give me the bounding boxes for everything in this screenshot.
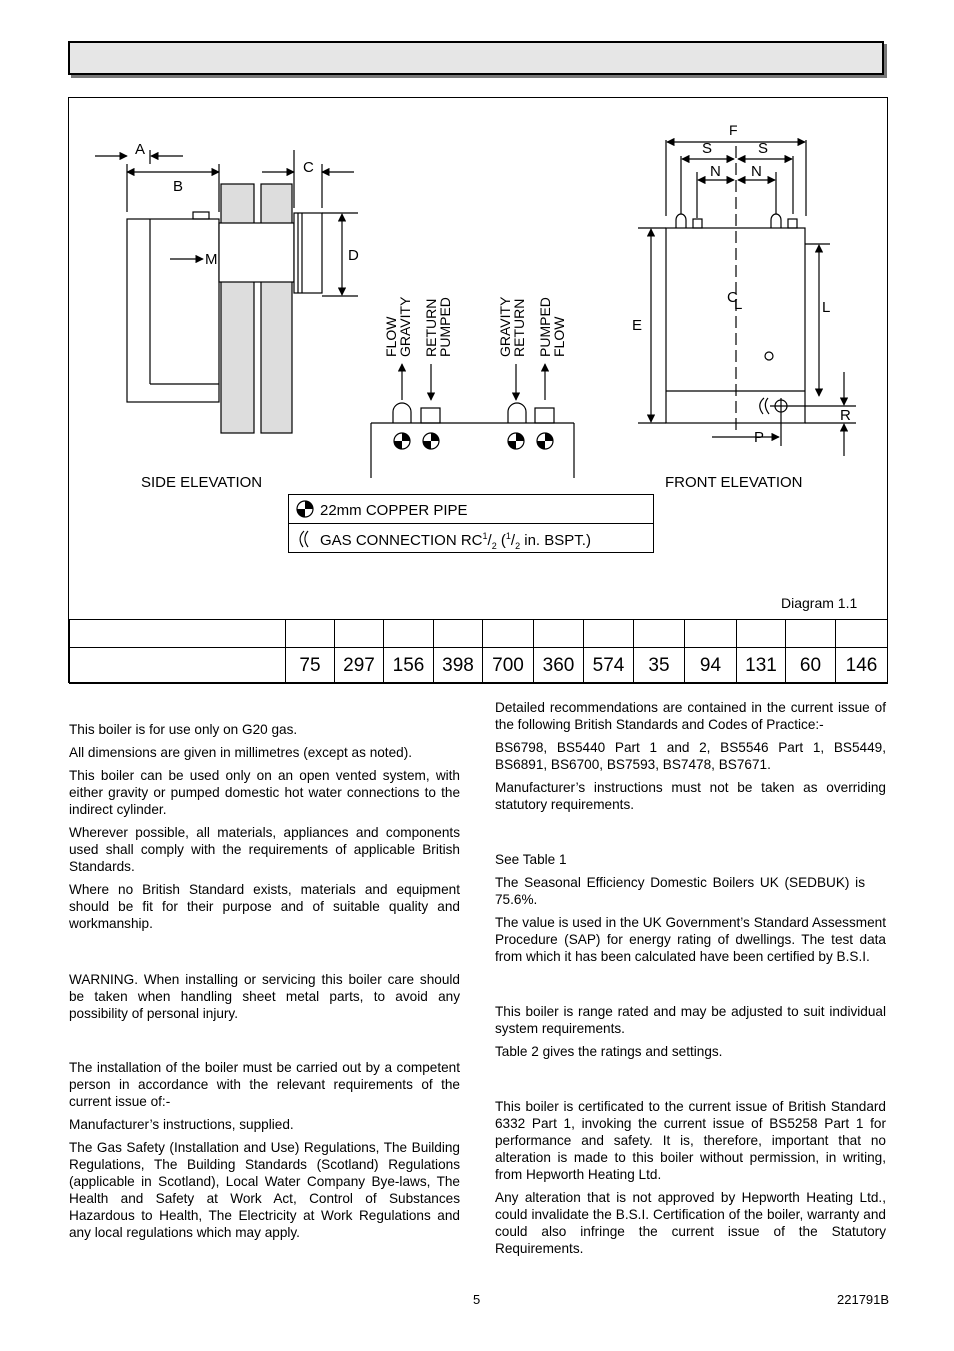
page-number: 5 <box>473 1292 481 1307</box>
header-cell <box>634 620 685 648</box>
efficiency-text <box>495 851 886 971</box>
paragraph: Detailed recommendations are contained in the current issue of the following British Standards and Codes of Practice:- <box>495 700 886 732</box>
right-text-column <box>495 699 886 819</box>
centreline-label-sub: L <box>734 296 743 313</box>
header-cell <box>534 620 584 648</box>
dim-label-b: B <box>173 178 184 195</box>
header-cell <box>286 620 335 648</box>
paragraph: See Table 1 <box>495 852 567 867</box>
value-cell: 360 <box>534 648 584 684</box>
paragraph: Manufacturer’s instructions, supplied. <box>69 1117 294 1132</box>
paragraph: This boiler is for use only on G20 gas. <box>69 722 298 737</box>
value-cell: 35 <box>634 648 685 684</box>
pipe-label-gravity-return: GRAVITY RETURN <box>497 296 527 357</box>
value-cell: 75 <box>286 648 335 684</box>
installation-text <box>69 1059 460 1247</box>
paragraph: This boiler is range rated and may be adjusted to suit individual system requirements. <box>495 1004 886 1036</box>
dim-label-c: C <box>303 159 314 176</box>
header-cell <box>434 620 483 648</box>
legend-row-copper <box>289 495 653 524</box>
dim-label-p: P <box>754 429 765 446</box>
value-cell: 700 <box>483 648 534 684</box>
dim-label-n-left: N <box>710 163 721 180</box>
header-cell <box>685 620 737 648</box>
dim-label-l: L <box>822 299 831 316</box>
centreline-label: C <box>727 289 738 306</box>
value-cell: 297 <box>335 648 384 684</box>
paragraph: This boiler can be used only on an open vented system, with either gravity or pumped domestic hot water connections to the indirect cylinder. <box>69 768 460 817</box>
dim-label-r: R <box>840 407 851 424</box>
pipe-label-flow-gravity: FLOW GRAVITY <box>383 296 413 357</box>
paragraph: BS6798, BS5440 Part 1 and 2, BS5546 Part 1, BS5449, BS6891, BS6700, BS7593, BS7478, BS7671. <box>495 740 886 772</box>
value-cell: 156 <box>384 648 434 684</box>
header-cell <box>70 620 286 648</box>
header-cell <box>483 620 534 648</box>
warning-text <box>69 971 460 1028</box>
value-cell: 94 <box>685 648 737 684</box>
legend <box>288 494 654 553</box>
paragraph: WARNING. When installing or servicing this boiler care should be taken when handling sheet metal parts, to avoid any possibility of personal injury. <box>69 972 460 1021</box>
header-cell <box>335 620 384 648</box>
header-cell <box>584 620 634 648</box>
pipe-label-pumped-flow: PUMPED FLOW <box>537 297 567 357</box>
dim-label-s-right: S <box>758 140 769 157</box>
dim-label-d: D <box>348 247 359 264</box>
value-cell: 574 <box>584 648 634 684</box>
paragraph: Manufacturer’s instructions must not be taken as overriding statutory requirements. <box>495 780 886 812</box>
paragraph: All dimensions are given in millimetres (except as noted). <box>69 745 413 760</box>
dim-label-f: F <box>729 122 738 138</box>
document-code: 221791B <box>837 1292 890 1307</box>
paragraph: The value is used in the UK Government’s Standard Assessment Procedure (SAP) for energy rating of dwellings. The test data from which it has been calculated have been certified by B.S.I. <box>495 915 886 964</box>
legend-row-gas <box>289 524 653 553</box>
table-values-row <box>70 648 888 684</box>
paragraph: The Seasonal Efficiency Domestic Boilers UK (SEDBUK) is 75.6%. <box>495 875 865 907</box>
paragraph: Where no British Standard exists, materials and equipment should be fit for their purpose and of suitable quality and workmanship. <box>69 882 460 931</box>
gas-flame-icon <box>296 529 314 549</box>
header-cell <box>786 620 836 648</box>
value-cell <box>70 648 286 684</box>
legend-gas-text: GAS CONNECTION $RC^1/_2$ ($^1/_2$ in. BSPT.) <box>320 531 591 551</box>
table-header-row <box>70 620 888 648</box>
header-cell <box>384 620 434 648</box>
paragraph: The installation of the boiler must be carried out by a competent person in accordance with the relevant requirements of the current issue of:- <box>69 1060 460 1109</box>
dim-label-a: A <box>135 141 146 158</box>
legend-copper-text: 22mm COPPER PIPE <box>320 502 468 519</box>
certification-text <box>495 1098 886 1263</box>
dim-label-n-right: N <box>751 163 762 180</box>
dimensions-table <box>69 619 888 684</box>
copper-pipe-icon <box>296 500 314 518</box>
dim-label-m: M <box>205 251 218 268</box>
diagram-caption: Diagram 1.1 <box>781 595 858 611</box>
dim-label-e: E <box>632 317 643 334</box>
paragraph: This boiler is certificated to the current issue of British Standard 6332 Part 1, invoking the current issue of BS5258 Part 1 for performance and safety. It is, therefore, important that no alteration is made to this boiler without permission, in writing, from Hepworth Heating Ltd. <box>495 1099 886 1182</box>
paragraph: Table 2 gives the ratings and settings. <box>495 1044 723 1059</box>
paragraph: Wherever possible, all materials, appliances and components used shall comply with the requirements of applicable British Standards. <box>69 825 460 874</box>
dim-label-s-left: S <box>702 140 713 157</box>
paragraph: The Gas Safety (Installation and Use) Regulations, The Building Regulations, The Building Standards (Scotland) Regulations (applicable in Scotland), Local Water Company Bye-laws, The Health and Safety at Work Act, Control of Substances Hazardous to Health, The Electricity at Work Regulations and any local regulations which may apply. <box>69 1140 460 1240</box>
value-cell: 60 <box>786 648 836 684</box>
range-rating-text <box>495 1003 886 1066</box>
side-elevation-label: SIDE ELEVATION <box>141 474 263 491</box>
value-cell: 146 <box>836 648 888 684</box>
paragraph: Any alteration that is not approved by Hepworth Heating Ltd., could invalidate the B.S.I. Certification of the boiler, warranty and could also infringe the current issue of the Statutory Requirements. <box>495 1190 886 1256</box>
header-cell <box>836 620 888 648</box>
front-elevation-label: FRONT ELEVATION <box>665 474 803 491</box>
value-cell: 131 <box>737 648 786 684</box>
value-cell: 398 <box>434 648 483 684</box>
left-text-column <box>69 721 460 938</box>
header-cell <box>737 620 786 648</box>
pipe-label-return-pumped: RETURN PUMPED <box>423 297 453 357</box>
